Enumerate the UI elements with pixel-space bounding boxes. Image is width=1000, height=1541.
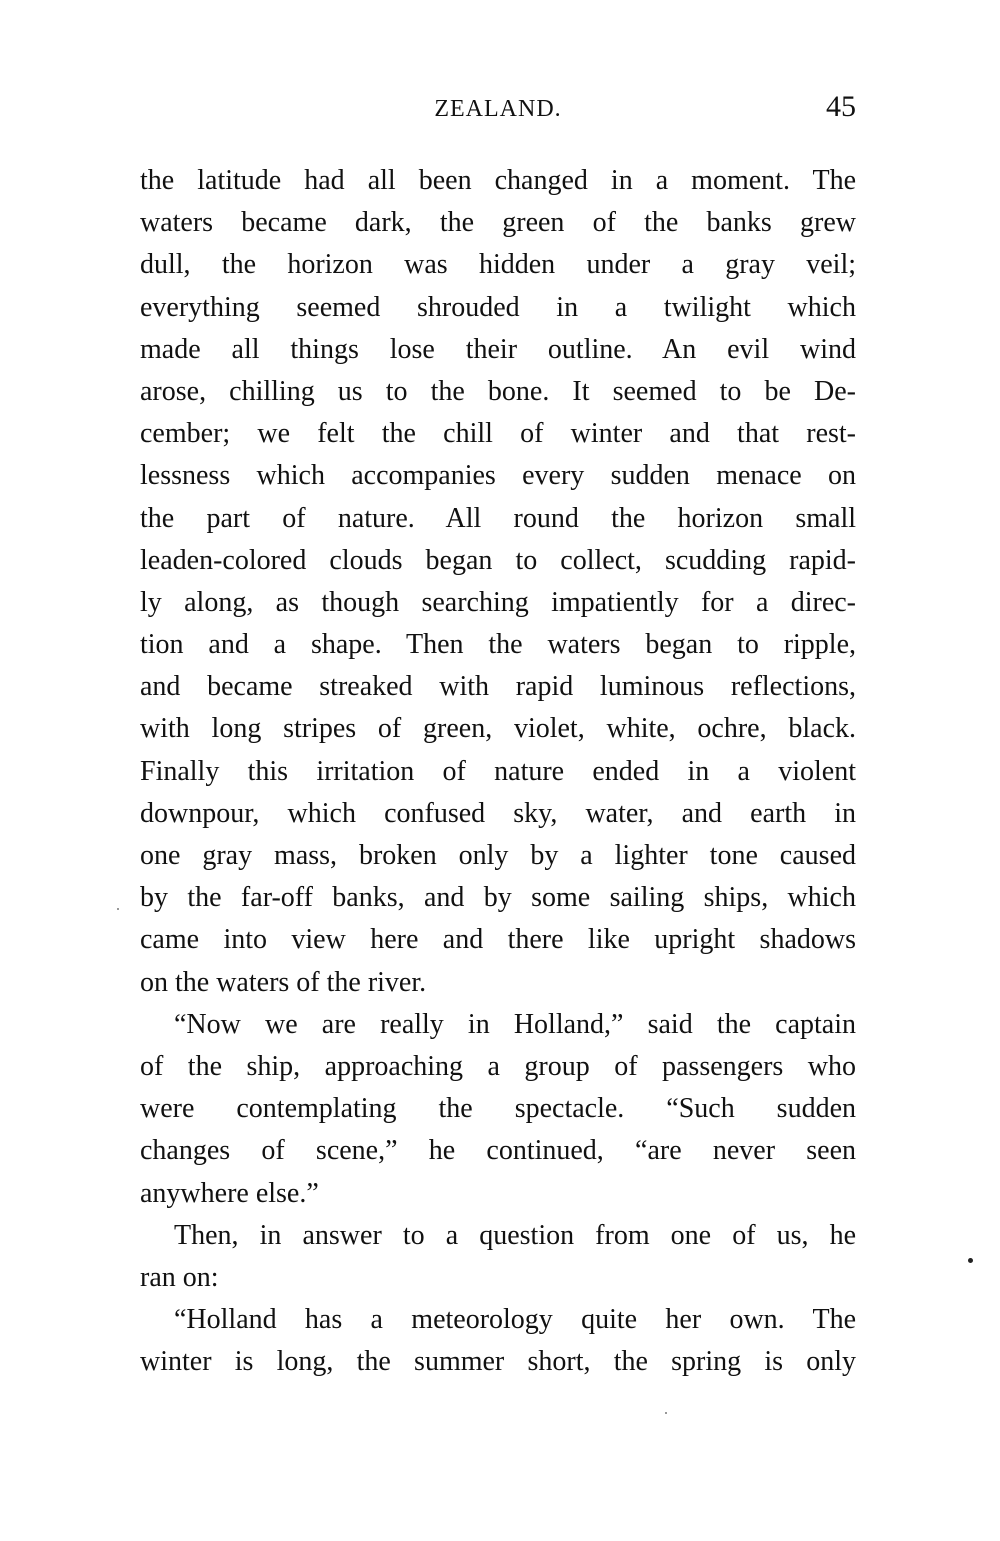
- text-line: were contemplating the spectacle. “Such sudden: [140, 1093, 856, 1125]
- text-line: and became streaked with rapid luminous reflections,: [140, 671, 856, 703]
- ink-speck: [117, 908, 119, 910]
- paragraph: [140, 1215, 856, 1299]
- text-line: made all things lose their outline. An evil wind: [140, 333, 856, 365]
- text-line: “Holland has a meteorology quite her own. The: [174, 1304, 856, 1336]
- text-line: one gray mass, broken only by a lighter tone caused: [140, 840, 856, 871]
- text-line: on the waters of the river.: [140, 966, 427, 998]
- text-line: of the ship, approaching a group of passengers who: [140, 1050, 856, 1082]
- running-head: [140, 90, 856, 130]
- text-line: everything seemed shrouded in a twilight which: [140, 291, 856, 323]
- body-text: [140, 160, 856, 1383]
- text-line: leaden-colored clouds began to collect, scudding rapid-: [140, 544, 856, 576]
- text-line: ly along, as though searching impatiently for a direc-: [140, 586, 856, 618]
- paragraph: [140, 1299, 856, 1383]
- text-line: ran on:: [140, 1261, 219, 1293]
- text-line: anywhere else.”: [140, 1177, 319, 1209]
- ink-speck: [968, 1258, 973, 1263]
- text-line: cember; we felt the chill of winter and that rest-: [140, 418, 856, 450]
- paragraph: [140, 160, 856, 1004]
- text-line: lessness which accompanies every sudden menace on: [140, 460, 856, 492]
- text-line: the part of nature. All round the horizon small: [140, 502, 856, 534]
- text-line: downpour, which confused sky, water, and earth in: [140, 797, 856, 829]
- text-line: with long stripes of green, violet, white, ochre, black.: [140, 713, 856, 745]
- text-line: dull, the horizon was hidden under a gray veil;: [140, 249, 856, 281]
- running-head-title: ZEALAND.: [434, 96, 562, 122]
- text-line: by the far-off banks, and by some sailing ships, which: [140, 882, 856, 914]
- text-line: winter is long, the summer short, the spring is only: [140, 1346, 856, 1378]
- text-line: arose, chilling us to the bone. It seemed to be De-: [140, 375, 856, 407]
- text-line: Finally this irritation of nature ended in a violent: [140, 755, 856, 787]
- ink-speck: [665, 1412, 667, 1414]
- paragraph: [140, 1004, 856, 1215]
- text-line: Then, in answer to a question from one of us, he: [174, 1219, 856, 1251]
- text-line: came into view here and there like upright shadows: [140, 924, 856, 956]
- text-line: waters became dark, the green of the banks grew: [140, 207, 856, 239]
- text-line: the latitude had all been changed in a moment. The: [140, 165, 856, 196]
- page-number: 45: [826, 90, 856, 123]
- text-line: “Now we are really in Holland,” said the captain: [174, 1008, 856, 1040]
- text-line: changes of scene,” he continued, “are never seen: [140, 1135, 856, 1167]
- text-line: tion and a shape. Then the waters began to ripple,: [140, 629, 856, 661]
